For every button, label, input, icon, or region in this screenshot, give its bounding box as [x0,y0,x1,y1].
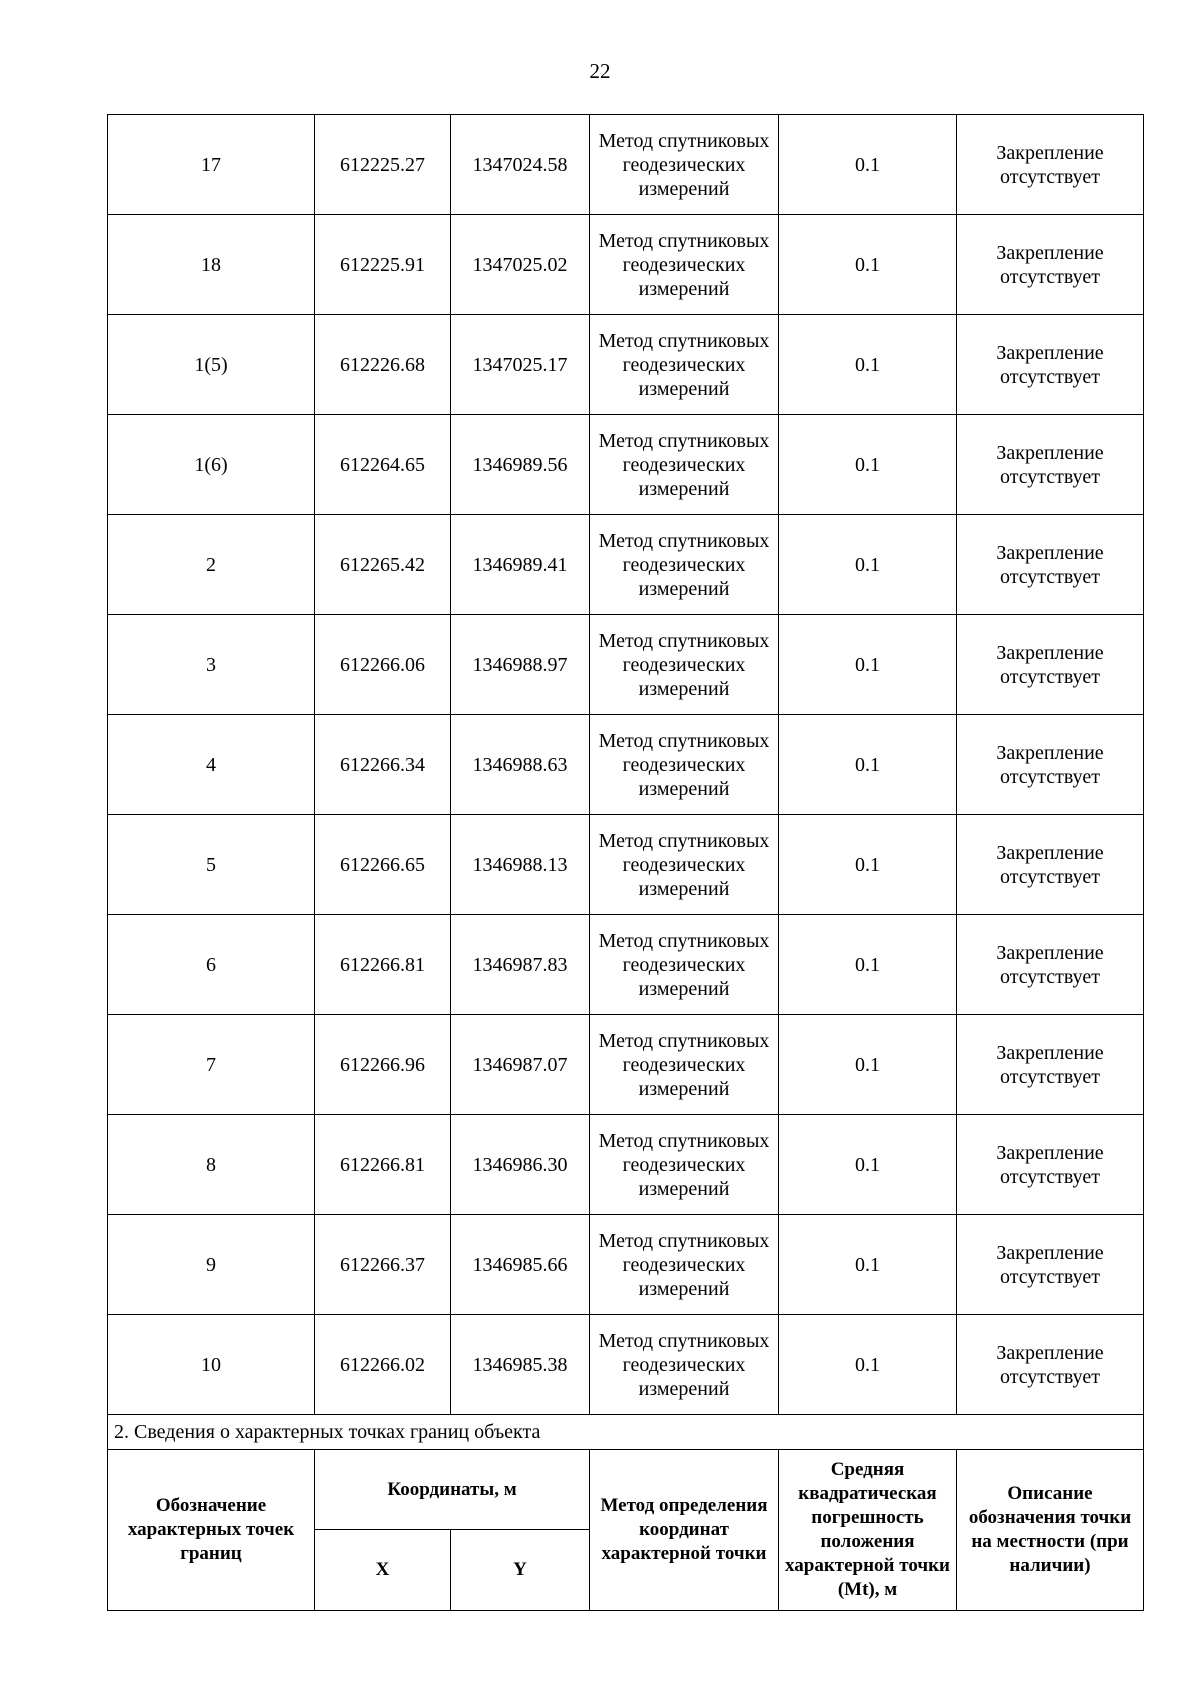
method-cell: Метод спутниковых геодезических измерений [590,615,779,715]
y-cell: 1347024.58 [451,115,590,215]
y-cell: 1347025.02 [451,215,590,315]
point-cell: 6 [108,915,315,1015]
x-cell: 612266.34 [315,715,451,815]
y-cell: 1346985.38 [451,1315,590,1415]
x-cell: 612266.96 [315,1015,451,1115]
accuracy-cell: 0.1 [779,415,957,515]
point-cell: 18 [108,215,315,315]
accuracy-cell: 0.1 [779,1315,957,1415]
header-method: Метод определения координат характерной точки [590,1450,779,1611]
accuracy-cell: 0.1 [779,1015,957,1115]
method-cell: Метод спутниковых геодезических измерений [590,1215,779,1315]
method-cell: Метод спутниковых геодезических измерений [590,1315,779,1415]
header-coordinates: Координаты, м [315,1450,590,1530]
x-cell: 612266.02 [315,1315,451,1415]
header-description: Описание обозначения точки на местности (при наличии) [957,1450,1144,1611]
accuracy-cell: 0.1 [779,915,957,1015]
description-cell: Закрепление отсутствует [957,115,1144,215]
section-2-title-row [108,1415,1144,1450]
x-cell: 612265.42 [315,515,451,615]
table-row [108,315,1144,415]
y-cell: 1346988.63 [451,715,590,815]
accuracy-cell: 0.1 [779,315,957,415]
point-cell: 1(6) [108,415,315,515]
method-cell: Метод спутниковых геодезических измерений [590,415,779,515]
boundary-points-table [107,114,1144,1611]
method-cell: Метод спутниковых геодезических измерений [590,1015,779,1115]
method-cell: Метод спутниковых геодезических измерений [590,115,779,215]
method-cell: Метод спутниковых геодезических измерений [590,1115,779,1215]
x-cell: 612266.37 [315,1215,451,1315]
table-row [108,515,1144,615]
table-row [108,115,1144,215]
y-cell: 1346989.41 [451,515,590,615]
header-y: Y [451,1530,590,1611]
description-cell: Закрепление отсутствует [957,1215,1144,1315]
x-cell: 612266.81 [315,1115,451,1215]
table-row [108,815,1144,915]
table-row [108,1215,1144,1315]
accuracy-cell: 0.1 [779,815,957,915]
section-2-title: 2. Сведения о характерных точках границ объекта [108,1415,1144,1450]
table-body [108,115,1144,1611]
accuracy-cell: 0.1 [779,1115,957,1215]
x-cell: 612225.91 [315,215,451,315]
point-cell: 5 [108,815,315,915]
description-cell: Закрепление отсутствует [957,315,1144,415]
method-cell: Метод спутниковых геодезических измерений [590,715,779,815]
header-point: Обозначение характерных точек границ [108,1450,315,1611]
y-cell: 1346986.30 [451,1115,590,1215]
table-row [108,715,1144,815]
description-cell: Закрепление отсутствует [957,415,1144,515]
description-cell: Закрепление отсутствует [957,515,1144,615]
point-cell: 2 [108,515,315,615]
method-cell: Метод спутниковых геодезических измерений [590,515,779,615]
accuracy-cell: 0.1 [779,715,957,815]
x-cell: 612266.65 [315,815,451,915]
accuracy-cell: 0.1 [779,615,957,715]
point-cell: 1(5) [108,315,315,415]
header-row-1 [108,1450,1144,1530]
table-row [108,615,1144,715]
table-row [108,415,1144,515]
x-cell: 612266.06 [315,615,451,715]
method-cell: Метод спутниковых геодезических измерений [590,915,779,1015]
description-cell: Закрепление отсутствует [957,1115,1144,1215]
table-row [108,1015,1144,1115]
table-row [108,915,1144,1015]
header-x: X [315,1530,451,1611]
method-cell: Метод спутниковых геодезических измерений [590,815,779,915]
x-cell: 612264.65 [315,415,451,515]
x-cell: 612226.68 [315,315,451,415]
table-row [108,1115,1144,1215]
y-cell: 1347025.17 [451,315,590,415]
accuracy-cell: 0.1 [779,1215,957,1315]
point-cell: 4 [108,715,315,815]
description-cell: Закрепление отсутствует [957,1315,1144,1415]
page-number: 22 [589,59,611,83]
y-cell: 1346987.07 [451,1015,590,1115]
accuracy-cell: 0.1 [779,215,957,315]
point-cell: 3 [108,615,315,715]
accuracy-cell: 0.1 [779,515,957,615]
x-cell: 612266.81 [315,915,451,1015]
y-cell: 1346988.13 [451,815,590,915]
table-row [108,215,1144,315]
point-cell: 17 [108,115,315,215]
description-cell: Закрепление отсутствует [957,815,1144,915]
method-cell: Метод спутниковых геодезических измерений [590,215,779,315]
description-cell: Закрепление отсутствует [957,915,1144,1015]
point-cell: 9 [108,1215,315,1315]
description-cell: Закрепление отсутствует [957,615,1144,715]
description-cell: Закрепление отсутствует [957,215,1144,315]
y-cell: 1346989.56 [451,415,590,515]
header-accuracy: Средняя квадратическая погрешность положения характерной точки (Mt), м [779,1450,957,1611]
method-cell: Метод спутниковых геодезических измерений [590,315,779,415]
description-cell: Закрепление отсутствует [957,1015,1144,1115]
point-cell: 7 [108,1015,315,1115]
table-row [108,1315,1144,1415]
accuracy-cell: 0.1 [779,115,957,215]
y-cell: 1346988.97 [451,615,590,715]
point-cell: 10 [108,1315,315,1415]
description-cell: Закрепление отсутствует [957,715,1144,815]
y-cell: 1346987.83 [451,915,590,1015]
y-cell: 1346985.66 [451,1215,590,1315]
x-cell: 612225.27 [315,115,451,215]
point-cell: 8 [108,1115,315,1215]
